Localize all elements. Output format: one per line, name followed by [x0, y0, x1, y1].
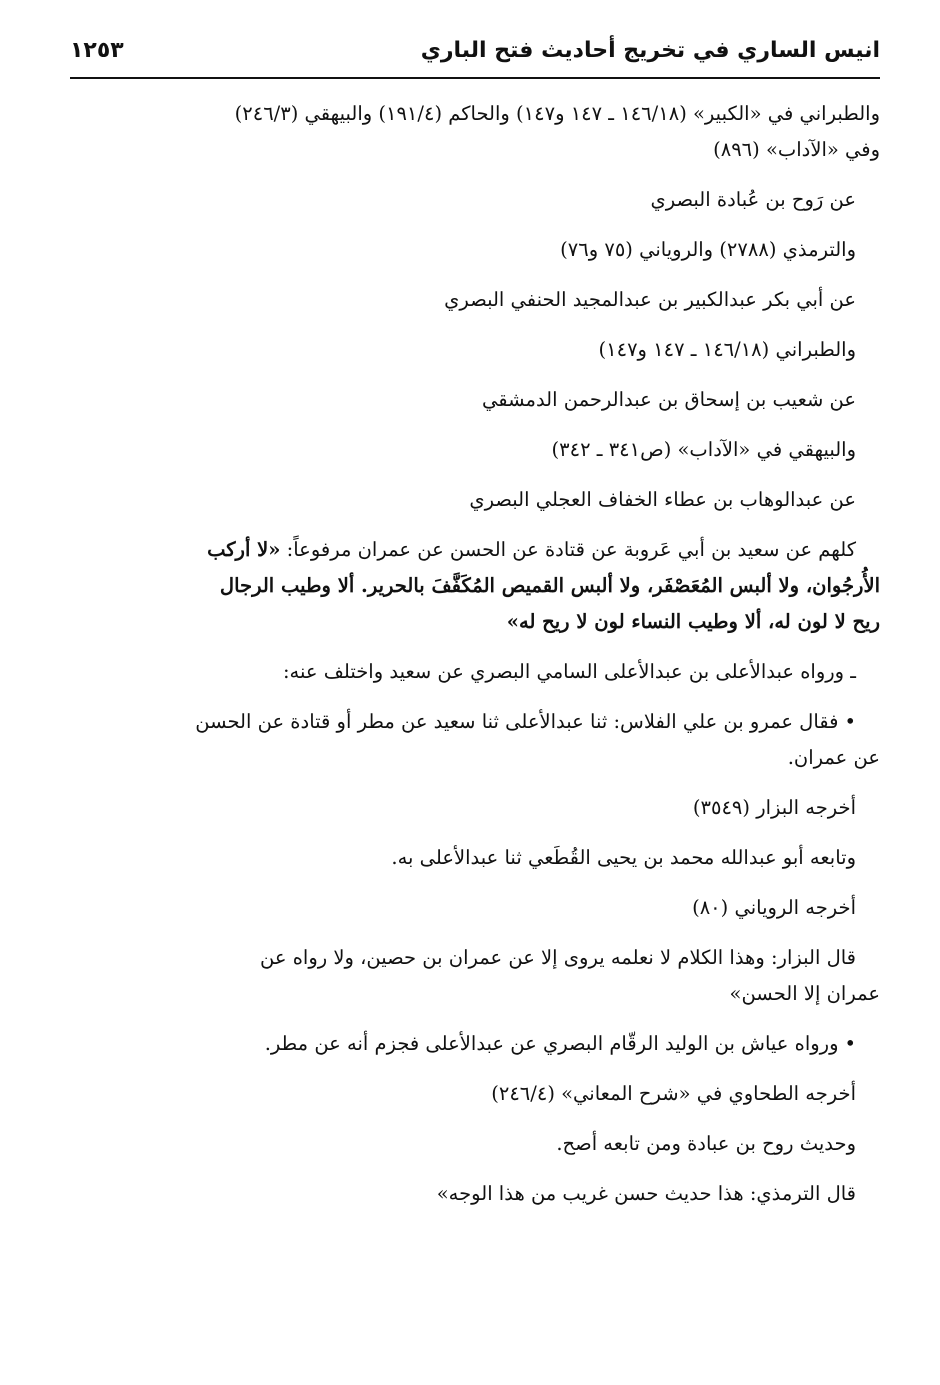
paragraph-ruyani-ref — [75, 890, 856, 926]
running-title: انيس الساري في تخريج أحاديث فتح الباري — [420, 38, 880, 63]
paragraph-hadith — [75, 532, 880, 640]
text-line: عمران إلا الحسن» — [729, 982, 880, 1005]
text-line: والبيهقي في «الآداب» (ص٣٤١ ـ ٣٤٢) — [551, 438, 856, 461]
paragraph-narrator-abdulwahhab — [75, 482, 856, 518]
hadith-text-line: الأُرجُوان، ولا ألبس المُعَصْفَر، ولا ألبس القميص المُكَفَّفَ بالحرير. ألا وطيب الرجال — [219, 574, 880, 597]
paragraph-fallas — [75, 704, 880, 776]
paragraph-abdulala — [75, 654, 856, 690]
hadith-intro: كلهم عن سعيد بن أبي عَروبة عن قتادة عن الحسن عن عمران مرفوعاً: — [286, 538, 856, 561]
text-line: وحديث روح بن عبادة ومن تابعه أصح. — [556, 1132, 856, 1155]
header-divider — [70, 77, 880, 79]
hadith-text-start: «لا أركب — [207, 538, 281, 561]
text-line: عن أبي بكر عبدالكبير بن عبدالمجيد الحنفي البصري — [444, 288, 856, 311]
text-line: والطبراني (١٤٦/١٨ ـ ١٤٧ و١٤٧) — [598, 338, 856, 361]
text-line — [75, 940, 880, 976]
text-line: عن شعيب بن إسحاق بن عبدالرحمن الدمشقي — [481, 388, 856, 411]
text-line — [75, 532, 880, 568]
paragraph-tabarani — [75, 332, 856, 368]
paragraph-bayhaqi — [75, 432, 856, 468]
paragraph-tirmidhi — [75, 232, 856, 268]
paragraph-narrator-abu-bakr — [75, 282, 856, 318]
text-line: والطبراني في «الكبير» (١٤٦/١٨ ـ ١٤٧ و١٤٧) والحاكم (١٩١/٤) والبيهقي (٢٤٦/٣) — [234, 102, 880, 125]
paragraph-narrator-rawh — [75, 182, 856, 218]
text-line: قال الترمذي: هذا حديث حسن غريب من هذا الوجه» — [436, 1182, 856, 1205]
paragraph-qutai — [75, 840, 856, 876]
text-line: أخرجه الطحاوي في «شرح المعاني» (٢٤٦/٤) — [491, 1082, 856, 1105]
paragraph-sources-1 — [75, 96, 880, 168]
text-line: والترمذي (٢٧٨٨) والروياني (٧٥ و٧٦) — [560, 238, 856, 261]
text-line-content: قال البزار: وهذا الكلام لا نعلمه يروى إلا عن عمران بن حصين، ولا رواه عن — [260, 946, 856, 969]
paragraph-bazzar-quote — [75, 940, 880, 1012]
text-line: وتابعه أبو عبدالله محمد بن يحيى القُطَعي ثنا عبدالأعلى به. — [391, 846, 856, 869]
text-line: أخرجه البزار (٣٥٤٩) — [692, 796, 856, 819]
text-line: وفي «الآداب» (٨٩٦) — [713, 138, 880, 161]
paragraph-tahawi-ref — [75, 1076, 856, 1112]
paragraph-bazzar-ref — [75, 790, 856, 826]
page-number: ١٢٥٣ — [70, 38, 124, 63]
text-line — [75, 1026, 856, 1062]
bullet-icon: • — [844, 1032, 856, 1055]
paragraph-narrator-shuayb — [75, 382, 856, 418]
paragraph-conclusion — [75, 1126, 856, 1162]
text-line-content: ورواه عياش بن الوليد الرقّام البصري عن عبدالأعلى فجزم أنه عن مطر. — [264, 1032, 839, 1055]
text-line — [75, 704, 880, 740]
text-line: ـ ورواه عبدالأعلى بن عبدالأعلى السامي البصري عن سعيد واختلف عنه: — [282, 660, 856, 683]
text-line: عن عبدالوهاب بن عطاء الخفاف العجلي البصري — [469, 488, 856, 511]
hadith-text-line: ريح لا لون له، ألا وطيب النساء لون لا ريح له» — [506, 610, 880, 633]
text-line: عن عمران. — [787, 746, 880, 769]
text-line: أخرجه الروياني (٨٠) — [692, 896, 856, 919]
text-line-content: فقال عمرو بن علي الفلاس: ثنا عبدالأعلى ثنا سعيد عن مطر أو قتادة عن الحسن — [195, 710, 839, 733]
paragraph-tirmidhi-quote — [75, 1176, 856, 1212]
text-line: عن رَوح بن عُبادة البصري — [650, 188, 856, 211]
page-header — [70, 36, 880, 76]
page-body — [75, 96, 880, 1226]
bullet-icon: • — [844, 710, 856, 733]
paragraph-ayyash — [75, 1026, 856, 1062]
